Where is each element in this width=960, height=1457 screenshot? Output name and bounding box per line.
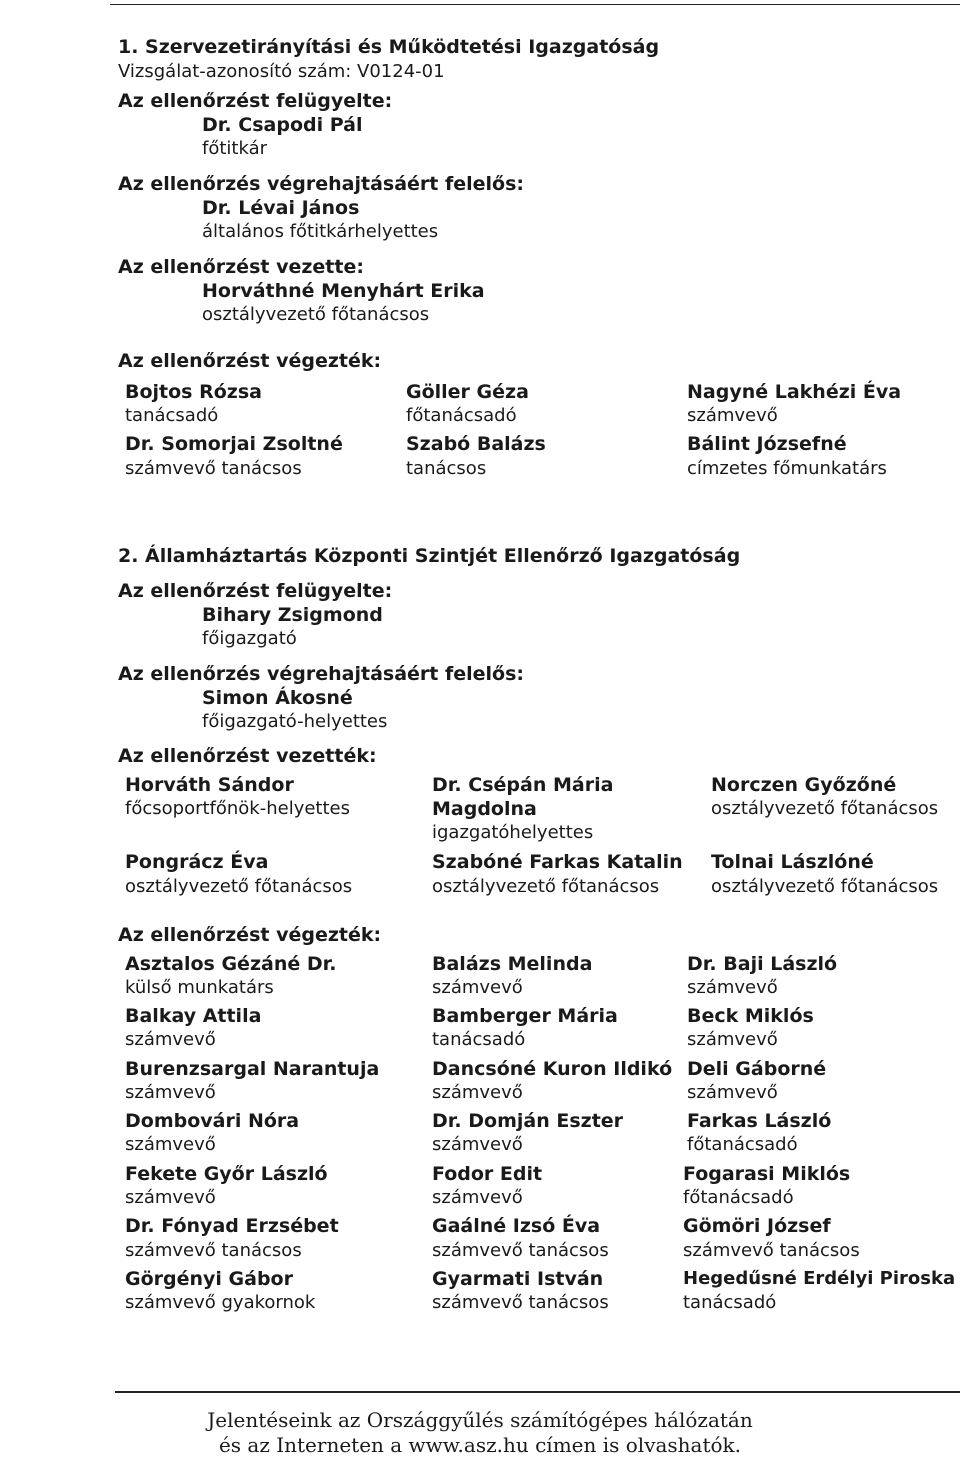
s2-team-name: Hegedűsné Erdélyi Piroska [683,1268,956,1289]
s2-team-role: főtanácsadó [687,1134,798,1155]
s2-team-name: Fekete Győr László [125,1163,328,1185]
s2-responsible-label: Az ellenőrzés végrehajtásáért felelős: [118,663,524,685]
s1-supervisor-name: Dr. Csapodi Pál [202,114,363,136]
s2-team-name: Fodor Edit [432,1163,543,1185]
s2-team-name: Fogarasi Miklós [683,1163,851,1185]
s1-team-name: Szabó Balázs [406,433,546,455]
s2-leader-name: Szabóné Farkas Katalin [432,851,683,873]
s2-team-name: Dr. Fónyad Erzsébet [125,1215,339,1237]
s1-team-name: Göller Géza [406,381,529,403]
s1-team-role: főtanácsadó [406,405,517,426]
s2-team-role: külső munkatárs [125,977,274,998]
s2-team-name: Gyarmati István [432,1268,604,1290]
s2-team-role: számvevő gyakornok [125,1292,316,1313]
s2-team-role: számvevő [432,1187,523,1208]
s2-team-name: Dr. Baji László [687,953,838,975]
s2-leader-role: főcsoportfőnök-helyettes [125,798,350,819]
s1-team-role: tanácsos [406,458,487,479]
section-2-title: 2. Államháztartás Központi Szintjét Ellenőrző Igazgatóság [118,545,741,567]
s2-team-name: Balázs Melinda [432,953,593,975]
s1-leader-name: Horváthné Menyhárt Erika [202,280,485,302]
s1-team-role: tanácsadó [125,405,219,426]
s2-leader-role: igazgatóhelyettes [432,822,594,843]
s2-team-role: számvevő [125,1134,216,1155]
s1-team-name: Bálint Józsefné [687,433,847,455]
s1-leader-role: osztályvezető főtanácsos [202,304,430,325]
s2-team-name: Burenzsargal Narantuja [125,1058,380,1080]
s2-leader-name-cont: Magdolna [432,798,537,820]
s2-team-role: számvevő [432,977,523,998]
s2-leader-role: osztályvezető főtanácsos [711,876,939,897]
s2-team-role: számvevő tanácsos [683,1240,860,1261]
s1-team-name: Nagyné Lakhézi Éva [687,381,902,403]
s2-responsible-name: Simon Ákosné [202,687,353,709]
footer-line-2: és az Interneten a www.asz.hu címen is olvashatók. [218,1433,742,1457]
s2-performed-label: Az ellenőrzést végezték: [118,924,382,946]
s2-leader-name: Norczen Győzőné [711,774,897,796]
s2-supervisor-role: főigazgató [202,628,297,649]
s2-supervised-label: Az ellenőrzést felügyelte: [118,580,393,602]
s2-team-name: Asztalos Gézáné Dr. [125,953,337,975]
s2-team-name: Dr. Domján Eszter [432,1110,624,1132]
s2-team-role: számvevő tanácsos [432,1292,609,1313]
s1-performed-label: Az ellenőrzést végezték: [118,350,382,372]
top-rule [110,4,960,5]
section-1-title: 1. Szervezetirányítási és Működtetési Igazgatóság [118,36,660,58]
s1-team-role: címzetes főmunkatárs [687,458,887,479]
s2-responsible-role: főigazgató-helyettes [202,711,388,732]
s2-team-name: Dancsóné Kuron Ildikó [432,1058,673,1080]
s1-team-role: számvevő [687,405,778,426]
s2-leader-name: Pongrácz Éva [125,851,269,873]
s2-team-role: tanácsadó [432,1029,526,1050]
footer-line-1: Jelentéseink az Országgyűlés számítógépes hálózatán [207,1408,753,1432]
s2-team-role: számvevő tanácsos [432,1240,609,1261]
s2-leader-role: osztályvezető főtanácsos [125,876,353,897]
s2-team-name: Dombovári Nóra [125,1110,300,1132]
footer-rule [115,1391,960,1393]
s2-leader-role: osztályvezető főtanácsos [711,798,939,819]
s1-responsible-role: általános főtitkárhelyettes [202,221,439,242]
s2-team-role: számvevő [687,1029,778,1050]
s1-team-role: számvevő tanácsos [125,458,302,479]
s2-team-role: számvevő [687,977,778,998]
s1-team-name: Dr. Somorjai Zsoltné [125,433,343,455]
s1-responsible-label: Az ellenőrzés végrehajtásáért felelős: [118,173,524,195]
s2-team-role: számvevő tanácsos [125,1240,302,1261]
s2-team-name: Gömöri József [683,1215,831,1237]
s2-team-role: tanácsadó [683,1292,777,1313]
s2-leader-name: Tolnai Lászlóné [711,851,874,873]
s2-team-name: Deli Gáborné [687,1058,827,1080]
s2-leader-role: osztályvezető főtanácsos [432,876,660,897]
s2-team-name: Farkas László [687,1110,832,1132]
inspection-id: Vizsgálat-azonosító szám: V0124-01 [118,61,445,82]
s1-team-name: Bojtos Rózsa [125,381,262,403]
s1-supervisor-role: főtitkár [202,138,268,159]
s2-team-name: Beck Miklós [687,1005,814,1027]
s2-supervisor-name: Bihary Zsigmond [202,604,383,626]
s2-team-name: Balkay Attila [125,1005,262,1027]
s2-team-name: Gaálné Izsó Éva [432,1215,601,1237]
s2-team-role: számvevő [125,1082,216,1103]
s2-leader-name: Dr. Csépán Mária [432,774,614,796]
s2-team-role: számvevő [125,1187,216,1208]
s2-team-role: számvevő [125,1029,216,1050]
s1-responsible-name: Dr. Lévai János [202,197,360,219]
s2-team-role: számvevő [687,1082,778,1103]
s2-leader-name: Horváth Sándor [125,774,294,796]
s2-team-role: számvevő [432,1082,523,1103]
s1-led-label: Az ellenőrzést vezette: [118,256,364,278]
s2-team-name: Bamberger Mária [432,1005,618,1027]
s1-supervised-label: Az ellenőrzést felügyelte: [118,90,393,112]
s2-team-name: Görgényi Gábor [125,1268,293,1290]
s2-team-role: főtanácsadó [683,1187,794,1208]
s2-team-role: számvevő [432,1134,523,1155]
s2-led-label: Az ellenőrzést vezették: [118,745,377,767]
